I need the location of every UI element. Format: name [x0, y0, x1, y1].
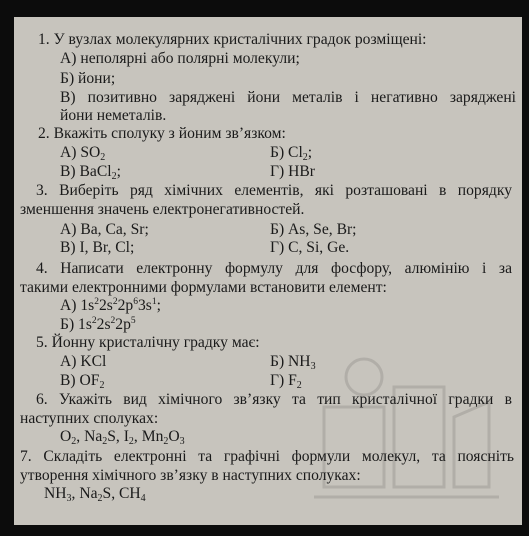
text-line: А) $SO_2$: [60, 144, 106, 163]
text-line: В) позитивно заряджені йони металів і негативно заряджені: [60, 89, 516, 106]
text-line: Б) йони;: [60, 70, 116, 87]
text-line: наступних сполуках:: [20, 410, 159, 427]
text-line: 4. Написати електронну формулу для фосфору, алюмінію і за: [36, 260, 512, 277]
question-text-block: [14, 17, 522, 525]
text-line: такими електронними формулами встановити елемент:: [20, 279, 387, 296]
answer-option: Б) As, Se, Br;: [270, 221, 357, 238]
text-line: 5. Йонну кристалічну градку має:: [36, 334, 260, 351]
answer-option: Б) $Cl_2$;: [270, 144, 313, 163]
text-line: 7. Складіть електронні та графічні формули молекул, та поясніть: [20, 448, 514, 465]
text-line: В) BaCl$_2$;: [60, 163, 121, 182]
text-line: 2. Вкажіть сполуку з йоним зв’язком:: [38, 125, 286, 142]
worksheet-page: [14, 17, 522, 525]
text-line: В) I, Br, Cl;: [60, 239, 135, 256]
text-line: $O_2$, $Na_2S$, $I_2$, $Mn_2O_3$: [60, 428, 185, 447]
text-line: 6. Укажіть вид хімічного зв’язку та тип кристалічної градки в: [36, 391, 512, 408]
text-line: утворення хімічного зв’язку в наступних сполуках:: [20, 467, 361, 484]
text-line: йони неметалів.: [60, 107, 167, 124]
answer-option: Г) C, Si, Ge.: [270, 239, 350, 256]
text-line: А) $1s^22s^22p^63s^1$;: [60, 297, 161, 314]
answer-option: Г) $F_2$: [270, 372, 302, 391]
answer-option: Г) HBr: [270, 163, 315, 180]
text-line: зменшення значень електронегативностей.: [20, 201, 305, 218]
text-line: $NH_3$, $Na_2S$, $CH_4$: [44, 485, 146, 504]
text-line: А) неполярні або полярні молекули;: [60, 50, 300, 67]
text-line: Б) $1s^22s^22p^5$: [60, 316, 136, 333]
text-line: А) Ba, Ca, Sr;: [60, 221, 149, 238]
answer-option: Б) $NH_3$: [270, 353, 316, 372]
text-line: 3. Виберіть ряд хімічних елементів, які розташовані в порядку: [36, 182, 512, 199]
text-line: В) $OF_2$: [60, 372, 105, 391]
text-line: А) KCl: [60, 353, 107, 370]
text-line: 1. У вузлах молекулярних кристалічних градок розміщені:: [38, 31, 427, 48]
